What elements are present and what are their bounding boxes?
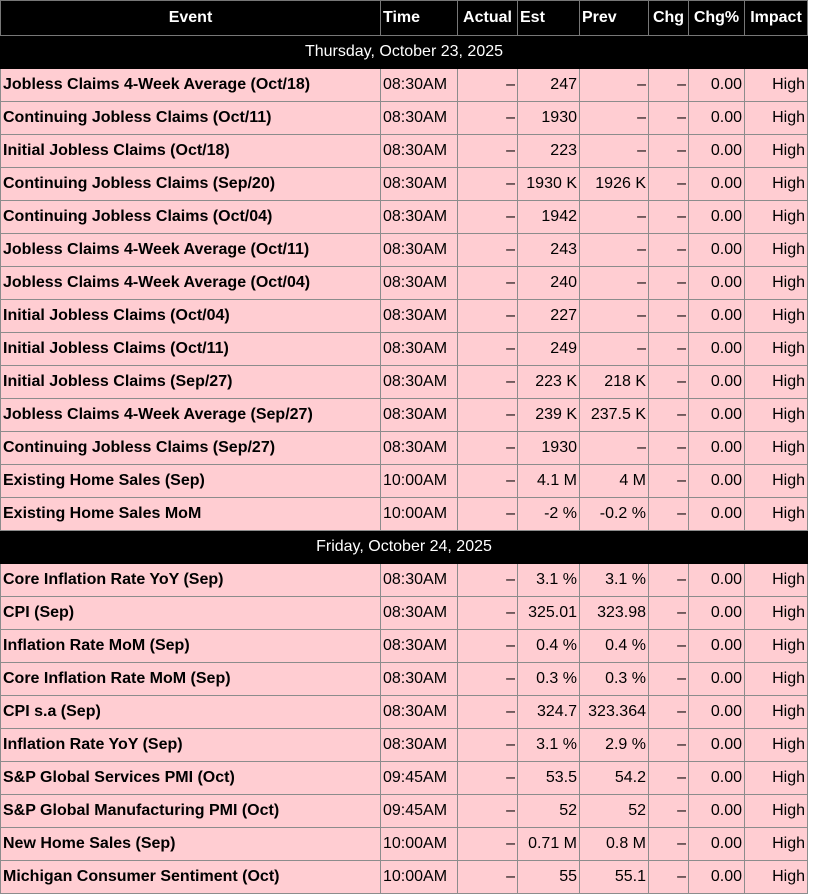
chg-cell: –	[649, 432, 689, 465]
chg-pct-cell: 0.00	[689, 597, 745, 630]
chg-pct-cell: 0.00	[689, 432, 745, 465]
event-name-cell[interactable]: Existing Home Sales MoM	[1, 498, 381, 531]
impact-cell: High	[745, 267, 808, 300]
chg-cell: –	[649, 597, 689, 630]
day-separator-row	[1, 531, 808, 564]
actual-cell: –	[458, 630, 518, 663]
table-row[interactable]	[1, 564, 808, 597]
time-cell: 08:30AM	[381, 564, 458, 597]
est-cell: 240	[518, 267, 580, 300]
actual-cell: –	[458, 135, 518, 168]
chg-cell: –	[649, 234, 689, 267]
table-row[interactable]	[1, 135, 808, 168]
actual-cell: –	[458, 861, 518, 894]
impact-cell: High	[745, 498, 808, 531]
est-cell: 0.71 M	[518, 828, 580, 861]
chg-cell: –	[649, 102, 689, 135]
impact-cell: High	[745, 597, 808, 630]
event-name-cell[interactable]: Continuing Jobless Claims (Sep/20)	[1, 168, 381, 201]
prev-cell: 2.9 %	[580, 729, 649, 762]
table-row[interactable]	[1, 861, 808, 894]
est-cell: 55	[518, 861, 580, 894]
time-cell: 10:00AM	[381, 465, 458, 498]
prev-cell: 0.3 %	[580, 663, 649, 696]
prev-cell: –	[580, 69, 649, 102]
chg-pct-cell: 0.00	[689, 762, 745, 795]
prev-cell: –	[580, 234, 649, 267]
table-row[interactable]	[1, 696, 808, 729]
chg-pct-cell: 0.00	[689, 102, 745, 135]
column-header-prev[interactable]: Prev	[580, 1, 649, 36]
chg-pct-cell: 0.00	[689, 168, 745, 201]
day-separator-row	[1, 36, 808, 69]
impact-cell: High	[745, 630, 808, 663]
table-row[interactable]	[1, 168, 808, 201]
actual-cell: –	[458, 201, 518, 234]
actual-cell: –	[458, 795, 518, 828]
actual-cell: –	[458, 267, 518, 300]
actual-cell: –	[458, 663, 518, 696]
est-cell: 227	[518, 300, 580, 333]
prev-cell: 55.1	[580, 861, 649, 894]
est-cell: 1942	[518, 201, 580, 234]
event-name-cell[interactable]: Existing Home Sales (Sep)	[1, 465, 381, 498]
actual-cell: –	[458, 102, 518, 135]
prev-cell: 52	[580, 795, 649, 828]
table-row[interactable]	[1, 498, 808, 531]
table-header	[1, 1, 808, 36]
impact-cell: High	[745, 696, 808, 729]
chg-pct-cell: 0.00	[689, 300, 745, 333]
actual-cell: –	[458, 696, 518, 729]
actual-cell: –	[458, 597, 518, 630]
time-cell: 08:30AM	[381, 729, 458, 762]
actual-cell: –	[458, 498, 518, 531]
chg-cell: –	[649, 564, 689, 597]
chg-pct-cell: 0.00	[689, 729, 745, 762]
impact-cell: High	[745, 69, 808, 102]
est-cell: 0.3 %	[518, 663, 580, 696]
column-header-chg[interactable]: Chg	[649, 1, 689, 36]
event-name-cell[interactable]: Continuing Jobless Claims (Oct/11)	[1, 102, 381, 135]
prev-cell: –	[580, 267, 649, 300]
table-row[interactable]	[1, 267, 808, 300]
actual-cell: –	[458, 828, 518, 861]
header-row	[1, 1, 808, 36]
prev-cell: –	[580, 333, 649, 366]
event-name-cell[interactable]: Inflation Rate YoY (Sep)	[1, 729, 381, 762]
time-cell: 08:30AM	[381, 102, 458, 135]
actual-cell: –	[458, 300, 518, 333]
event-name-cell[interactable]: Core Inflation Rate MoM (Sep)	[1, 663, 381, 696]
chg-pct-cell: 0.00	[689, 663, 745, 696]
table-row[interactable]	[1, 300, 808, 333]
prev-cell: 323.98	[580, 597, 649, 630]
est-cell: 223	[518, 135, 580, 168]
event-name-cell[interactable]: Inflation Rate MoM (Sep)	[1, 630, 381, 663]
chg-pct-cell: 0.00	[689, 795, 745, 828]
chg-cell: –	[649, 828, 689, 861]
prev-cell: 0.4 %	[580, 630, 649, 663]
prev-cell: 237.5 K	[580, 399, 649, 432]
column-header-chg-pct[interactable]: Chg%	[689, 1, 745, 36]
time-cell: 08:30AM	[381, 267, 458, 300]
column-header-time[interactable]: Time	[381, 1, 458, 36]
chg-cell: –	[649, 168, 689, 201]
table-row[interactable]	[1, 234, 808, 267]
est-cell: 53.5	[518, 762, 580, 795]
table-row[interactable]	[1, 69, 808, 102]
prev-cell: 323.364	[580, 696, 649, 729]
chg-cell: –	[649, 630, 689, 663]
chg-cell: –	[649, 366, 689, 399]
chg-cell: –	[649, 333, 689, 366]
chg-cell: –	[649, 795, 689, 828]
chg-pct-cell: 0.00	[689, 828, 745, 861]
time-cell: 08:30AM	[381, 399, 458, 432]
est-cell: 0.4 %	[518, 630, 580, 663]
impact-cell: High	[745, 729, 808, 762]
event-name-cell[interactable]: Jobless Claims 4-Week Average (Sep/27)	[1, 399, 381, 432]
chg-cell: –	[649, 762, 689, 795]
est-cell: 3.1 %	[518, 729, 580, 762]
actual-cell: –	[458, 762, 518, 795]
chg-cell: –	[649, 663, 689, 696]
event-name-cell[interactable]: Initial Jobless Claims (Oct/18)	[1, 135, 381, 168]
table-row[interactable]	[1, 762, 808, 795]
prev-cell: 3.1 %	[580, 564, 649, 597]
actual-cell: –	[458, 432, 518, 465]
chg-pct-cell: 0.00	[689, 135, 745, 168]
time-cell: 08:30AM	[381, 696, 458, 729]
table-row[interactable]	[1, 333, 808, 366]
time-cell: 10:00AM	[381, 828, 458, 861]
impact-cell: High	[745, 333, 808, 366]
chg-cell: –	[649, 201, 689, 234]
table-row[interactable]	[1, 465, 808, 498]
est-cell: 52	[518, 795, 580, 828]
chg-pct-cell: 0.00	[689, 399, 745, 432]
prev-cell: –	[580, 432, 649, 465]
table-body	[1, 36, 808, 894]
event-name-cell[interactable]: Initial Jobless Claims (Sep/27)	[1, 366, 381, 399]
chg-cell: –	[649, 69, 689, 102]
table-row[interactable]	[1, 630, 808, 663]
actual-cell: –	[458, 366, 518, 399]
actual-cell: –	[458, 333, 518, 366]
day-label: Friday, October 24, 2025	[1, 531, 808, 564]
event-name-cell[interactable]: Initial Jobless Claims (Oct/11)	[1, 333, 381, 366]
actual-cell: –	[458, 168, 518, 201]
column-header-actual[interactable]: Actual	[458, 1, 518, 36]
chg-cell: –	[649, 465, 689, 498]
chg-pct-cell: 0.00	[689, 498, 745, 531]
prev-cell: 218 K	[580, 366, 649, 399]
est-cell: 223 K	[518, 366, 580, 399]
column-header-est[interactable]: Est	[518, 1, 580, 36]
time-cell: 09:45AM	[381, 795, 458, 828]
impact-cell: High	[745, 432, 808, 465]
event-name-cell[interactable]: Continuing Jobless Claims (Sep/27)	[1, 432, 381, 465]
event-name-cell[interactable]: Jobless Claims 4-Week Average (Oct/11)	[1, 234, 381, 267]
impact-cell: High	[745, 366, 808, 399]
table-row[interactable]	[1, 201, 808, 234]
event-name-cell[interactable]: Core Inflation Rate YoY (Sep)	[1, 564, 381, 597]
chg-pct-cell: 0.00	[689, 465, 745, 498]
actual-cell: –	[458, 399, 518, 432]
table-row[interactable]	[1, 102, 808, 135]
chg-cell: –	[649, 498, 689, 531]
chg-pct-cell: 0.00	[689, 696, 745, 729]
event-name-cell[interactable]: Jobless Claims 4-Week Average (Oct/04)	[1, 267, 381, 300]
column-header-event[interactable]: Event	[1, 1, 381, 36]
time-cell: 09:45AM	[381, 762, 458, 795]
time-cell: 08:30AM	[381, 69, 458, 102]
actual-cell: –	[458, 729, 518, 762]
time-cell: 08:30AM	[381, 663, 458, 696]
chg-pct-cell: 0.00	[689, 69, 745, 102]
impact-cell: High	[745, 564, 808, 597]
event-name-cell[interactable]: CPI s.a (Sep)	[1, 696, 381, 729]
table-row[interactable]	[1, 399, 808, 432]
impact-cell: High	[745, 828, 808, 861]
chg-cell: –	[649, 861, 689, 894]
time-cell: 08:30AM	[381, 630, 458, 663]
est-cell: 247	[518, 69, 580, 102]
time-cell: 08:30AM	[381, 300, 458, 333]
chg-cell: –	[649, 399, 689, 432]
impact-cell: High	[745, 135, 808, 168]
prev-cell: –	[580, 300, 649, 333]
impact-cell: High	[745, 168, 808, 201]
prev-cell: –	[580, 135, 649, 168]
est-cell: 243	[518, 234, 580, 267]
table-row[interactable]	[1, 366, 808, 399]
chg-cell: –	[649, 300, 689, 333]
prev-cell: 0.8 M	[580, 828, 649, 861]
chg-cell: –	[649, 267, 689, 300]
impact-cell: High	[745, 795, 808, 828]
event-name-cell[interactable]: Continuing Jobless Claims (Oct/04)	[1, 201, 381, 234]
table-row[interactable]	[1, 729, 808, 762]
chg-pct-cell: 0.00	[689, 366, 745, 399]
column-header-impact[interactable]: Impact	[745, 1, 808, 36]
chg-cell: –	[649, 135, 689, 168]
est-cell: 324.7	[518, 696, 580, 729]
time-cell: 08:30AM	[381, 432, 458, 465]
impact-cell: High	[745, 663, 808, 696]
chg-pct-cell: 0.00	[689, 333, 745, 366]
event-name-cell[interactable]: Jobless Claims 4-Week Average (Oct/18)	[1, 69, 381, 102]
impact-cell: High	[745, 399, 808, 432]
est-cell: -2 %	[518, 498, 580, 531]
impact-cell: High	[745, 300, 808, 333]
table-row[interactable]	[1, 795, 808, 828]
prev-cell: 1926 K	[580, 168, 649, 201]
actual-cell: –	[458, 564, 518, 597]
table-row[interactable]	[1, 663, 808, 696]
prev-cell: –	[580, 102, 649, 135]
impact-cell: High	[745, 201, 808, 234]
chg-pct-cell: 0.00	[689, 630, 745, 663]
event-name-cell[interactable]: S&P Global Services PMI (Oct)	[1, 762, 381, 795]
actual-cell: –	[458, 69, 518, 102]
chg-cell: –	[649, 729, 689, 762]
event-name-cell[interactable]: New Home Sales (Sep)	[1, 828, 381, 861]
impact-cell: High	[745, 102, 808, 135]
table-row[interactable]	[1, 828, 808, 861]
chg-pct-cell: 0.00	[689, 234, 745, 267]
day-label: Thursday, October 23, 2025	[1, 36, 808, 69]
impact-cell: High	[745, 465, 808, 498]
est-cell: 1930	[518, 102, 580, 135]
time-cell: 08:30AM	[381, 597, 458, 630]
chg-pct-cell: 0.00	[689, 564, 745, 597]
prev-cell: 54.2	[580, 762, 649, 795]
event-name-cell[interactable]: Michigan Consumer Sentiment (Oct)	[1, 861, 381, 894]
time-cell: 10:00AM	[381, 861, 458, 894]
time-cell: 08:30AM	[381, 333, 458, 366]
est-cell: 3.1 %	[518, 564, 580, 597]
chg-cell: –	[649, 696, 689, 729]
chg-pct-cell: 0.00	[689, 861, 745, 894]
time-cell: 08:30AM	[381, 135, 458, 168]
chg-pct-cell: 0.00	[689, 201, 745, 234]
prev-cell: -0.2 %	[580, 498, 649, 531]
actual-cell: –	[458, 234, 518, 267]
event-name-cell[interactable]: S&P Global Manufacturing PMI (Oct)	[1, 795, 381, 828]
actual-cell: –	[458, 465, 518, 498]
est-cell: 325.01	[518, 597, 580, 630]
est-cell: 1930	[518, 432, 580, 465]
prev-cell: 4 M	[580, 465, 649, 498]
table-row[interactable]	[1, 597, 808, 630]
time-cell: 08:30AM	[381, 168, 458, 201]
impact-cell: High	[745, 861, 808, 894]
chg-pct-cell: 0.00	[689, 267, 745, 300]
est-cell: 249	[518, 333, 580, 366]
impact-cell: High	[745, 762, 808, 795]
time-cell: 08:30AM	[381, 366, 458, 399]
time-cell: 08:30AM	[381, 201, 458, 234]
time-cell: 08:30AM	[381, 234, 458, 267]
est-cell: 4.1 M	[518, 465, 580, 498]
event-name-cell[interactable]: Initial Jobless Claims (Oct/04)	[1, 300, 381, 333]
prev-cell: –	[580, 201, 649, 234]
est-cell: 239 K	[518, 399, 580, 432]
time-cell: 10:00AM	[381, 498, 458, 531]
est-cell: 1930 K	[518, 168, 580, 201]
event-name-cell[interactable]: CPI (Sep)	[1, 597, 381, 630]
impact-cell: High	[745, 234, 808, 267]
table-row[interactable]	[1, 432, 808, 465]
